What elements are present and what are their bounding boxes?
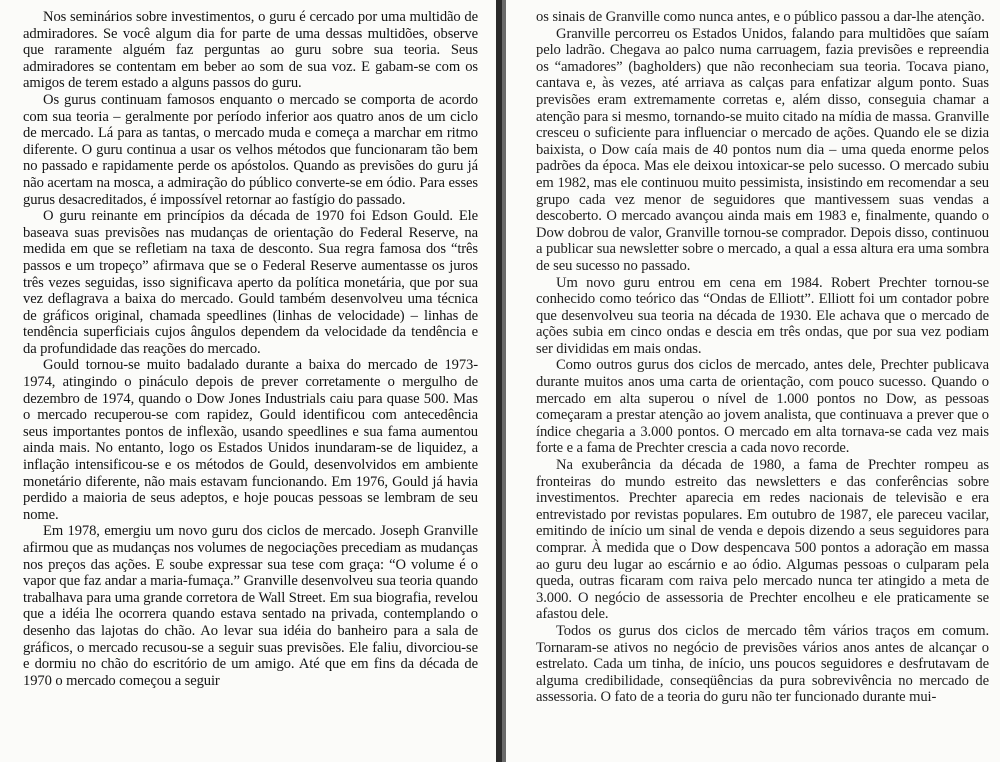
paragraph: O guru reinante em princípios da década de 1970 foi Edson Gould. Ele baseava suas previsões nas mudanças de orientação do Federal Reserve, na medida em que se refletiam na taxa de desconto. Sua regra famosa dos “três passos e um tropeço” afirmava que se o Federal Reserve aumentasse os juros três vezes seguidas, isso significava aperto da política monetária, que por sua vez deflagrava a baixa do mercado. Gould também desenvolveu uma técnica de gráficos original, chamada speedlines (linhas de velocidade) – linhas de tendência superficiais cujos ângulos dependem da velocidade da tendência e da profundidade das reações do mercado. — [23, 208, 478, 357]
paragraph: Nos seminários sobre investimentos, o guru é cercado por uma multidão de admiradores. Se você algum dia for parte de uma dessas multidões, observe que raramente alguém faz perguntas ao guru sobre sua teoria. Seus admiradores se contentam em beber ao som de sua voz. E gabam-se com os amigos de terem estado a alguns passos do guru. — [23, 9, 478, 92]
right-page — [506, 0, 1000, 762]
left-page — [0, 0, 496, 762]
paragraph: Em 1978, emergiu um novo guru dos ciclos de mercado. Joseph Granville afirmou que as mudanças nos volumes de negociações precediam as mudanças nos preços das ações. E soube expressar sua tese com graça: “O volume é o vapor que faz andar a maria-fumaça.” Granville desenvolveu sua teoria quando trabalhava para uma grande corretora de Wall Street. Em sua biografia, revelou que a idéia lhe ocorrera quando estava sentado na privada, contemplando o desenho das lajotas do chão. Ao levar sua idéia do banheiro para a sala de gráficos, o mercado recusou-se a seguir suas previsões. Ele faliu, divorciou-se e dormiu no chão do escritório de um amigo. Até que em fins da década de 1970 o mercado começou a seguir — [23, 523, 478, 689]
paragraph: Os gurus continuam famosos enquanto o mercado se comporta de acordo com sua teoria – geralmente por período inferior aos quatro anos de um ciclo de mercado. Lá para as tantas, o mercado muda e começa a marchar em ritmo diferente. O guru continua a usar os velhos métodos que funcionaram tão bem no passado e rapidamente perde os apóstolos. Quando as previsões do guru já não acertam na mosca, a admiração do público converte-se em ódio. Para esses gurus desacreditados, é impossível retornar ao fastígio do passado. — [23, 91, 478, 208]
paragraph: Granville percorreu os Estados Unidos, falando para multidões que saíam pelo ladrão. Chegava ao palco numa carruagem, fazia previsões e repreendia os “amadores” (bagholders) que não reconheciam sua teoria. Tocava piano, cantava e, às vezes, até arriava as calças para enfatizar algum ponto. Suas previsões eram extremamente corretas e, além disso, conseguia chamar a atenção para si mesmo, tornando-se muito citado na mídia de massa. Granville cresceu o suficiente para influenciar o mercado de ações. Quando ele se dizia baixista, o Dow caía mais de 40 pontos num dia – uma queda enorme pelos padrões da época. Mas ele deixou intoxicar-se pelo sucesso. O mercado subiu em 1982, mas ele continuou muito pessimista, insistindo em recomendar a seu grupo cada vez menor de seguidores que mantivessem suas vendas a descoberto. O mercado avançou ainda mais em 1983 e, finalmente, quando o Dow dobrou de valor, Granville tornou-se comprador. Depois disso, continuou a publicar sua newsletter sobre o mercado, a qual a essa altura era uma sombra de seu sucesso no passado. — [536, 25, 989, 274]
paragraph: Um novo guru entrou em cena em 1984. Robert Prechter tornou-se conhecido como teórico das “Ondas de Elliott”. Elliott foi um contador pobre que desenvolveu sua teoria na década de 1930. Ele achava que o mercado de ações subia em cinco ondas e descia em três ondas, que por sua vez podiam ser divididas em mais ondas. — [536, 274, 989, 357]
paragraph: Como outros gurus dos ciclos de mercado, antes dele, Prechter publicava durante muitos anos uma carta de orientação, com pouco sucesso. Quando o mercado em alta superou o nível de 1.000 pontos no Dow, as pessoas começaram a prestar atenção ao jovem analista, que continuava a prever que o índice chegaria a 3.000 pontos. O mercado em alta tornava-se cada vez mais forte e a fama de Prechter crescia a cada novo recorde. — [536, 357, 989, 457]
paragraph: Todos os gurus dos ciclos de mercado têm vários traços em comum. Tornaram-se ativos no negócio de previsões vários anos antes de alcançar o estrelato. Cada um tinha, de início, uns poucos seguidores e desfrutavam de alguma credibilidade, conseqüências da pura sobrevivência no mercado de assessoria. O fato de a teoria do guru não ter funcionado durante mui- — [536, 622, 989, 706]
left-page-body — [23, 9, 478, 689]
paragraph: Na exuberância da década de 1980, a fama de Prechter rompeu as fronteiras do mundo estreito das newsletters e das conferências sobre investimentos. Prechter aparecia em redes nacionais de televisão e era entrevistado por revistas populares. Em outubro de 1987, ele pareceu vacilar, emitindo de início um sinal de venda e depois dizendo a seus seguidores para comprar. À medida que o Dow despencava 500 pontos a adoração em massa ao guru deu lugar ao escárnio e ao ódio. Algumas pessoas o culparam pela queda, outras ficaram com raiva pelo mercado nunca ter atingido a meta de 3.000. O negócio de assessoria de Prechter encolheu e ele praticamente se afastou dele. — [536, 457, 989, 623]
paragraph: Gould tornou-se muito badalado durante a baixa do mercado de 1973-1974, atingindo o pináculo depois de prever corretamente o mergulho de dezembro de 1974, quando o Dow Jones Industrials caiu para quase 500. Mas o mercado recuperou-se com rapidez, Gould identificou com antecedência seus importantes pontos de inflexão, usando speedlines e sua fama aumentou ainda mais. No entanto, logo os Estados Unidos inundaram-se de liquidez, a inflação intensificou-se e os métodos de Gould, desenvolvidos em ambiente monetário diferente, não mais estavam funcionando. Em 1976, Gould já havia perdido a maioria de seus adeptos, e hoje poucas pessoas se lembram de seu nome. — [23, 357, 478, 523]
book-gutter — [496, 0, 506, 762]
paragraph: os sinais de Granville como nunca antes, e o público passou a dar-lhe atenção. — [536, 9, 985, 25]
right-page-body — [536, 9, 989, 706]
